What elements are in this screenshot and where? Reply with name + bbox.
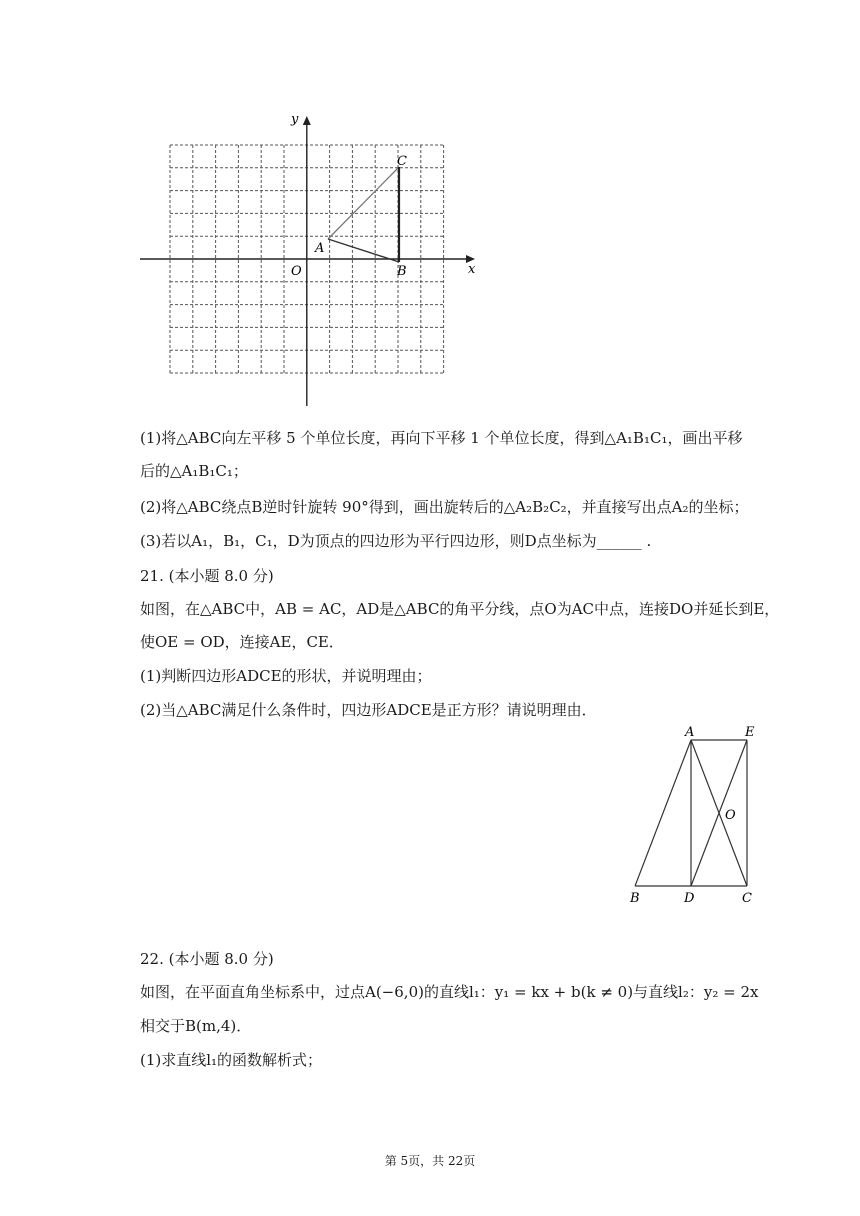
q20-part3: (3)若以A₁，B₁，C₁，D为顶点的四边形为平行四边形，则D点坐标为______ . <box>140 532 652 550</box>
point-C-label: C <box>742 891 752 906</box>
y-axis-label: y <box>291 112 299 127</box>
point-A-label: A <box>315 241 325 256</box>
q21-stem-line1: 如图，在△ABC中，AB = AC，AD是△ABC的角平分线，点O为AC中点，连接DO并延长到E， <box>140 600 780 618</box>
q22-part1: (1)求直线l₁的函数解析式； <box>140 1051 323 1069</box>
coordinate-grid-figure <box>135 108 485 410</box>
point-O-label: O <box>725 808 736 823</box>
quadrilateral-figure <box>620 722 770 912</box>
segment-AC <box>328 167 399 239</box>
page-footer: 第 5页，共 22页 <box>384 1154 476 1168</box>
point-A-label: A <box>685 725 695 740</box>
origin-label: O <box>291 264 302 279</box>
q21-part1: (1)判断四边形ADCE的形状，并说明理由； <box>140 667 432 685</box>
point-B-label: B <box>630 891 640 906</box>
axes <box>140 116 475 406</box>
q21-part2: (2)当△ABC满足什么条件时，四边形ADCE是正方形？请说明理由． <box>140 701 597 719</box>
point-E-label: E <box>745 725 755 740</box>
y-axis-arrow <box>303 116 311 125</box>
q20-part2: (2)将△ABC绕点B逆时针旋转 90°得到，画出旋转后的△A₂B₂C₂，并直接写出点A₂的坐标； <box>140 498 749 516</box>
q21-stem-line2: 使OE = OD，连接AE，CE． <box>140 633 344 651</box>
x-axis-label: x <box>468 262 476 277</box>
point-D-label: D <box>684 891 695 906</box>
q21-header: 21. (本小题 8.0 分) <box>140 567 274 585</box>
point-C-label: C <box>397 154 407 169</box>
q22-header: 22. (本小题 8.0 分) <box>140 950 274 968</box>
q22-stem-line1: 如图，在平面直角坐标系中，过点A(−6,0)的直线l₁：y₁ = kx + b(k ≠ 0)与直线l₂：y₂ = 2x <box>140 983 759 1001</box>
q20-part1-cont: 后的△A₁B₁C₁； <box>140 462 248 480</box>
q22-stem-line2: 相交于B(m,4)． <box>140 1017 252 1035</box>
segment-AB <box>635 740 691 886</box>
point-B-label: B <box>397 264 407 279</box>
q20-part1: (1)将△ABC向左平移 5 个单位长度，再向下平移 1 个单位长度，得到△A₁B₁C₁，画出平移 <box>140 429 743 447</box>
